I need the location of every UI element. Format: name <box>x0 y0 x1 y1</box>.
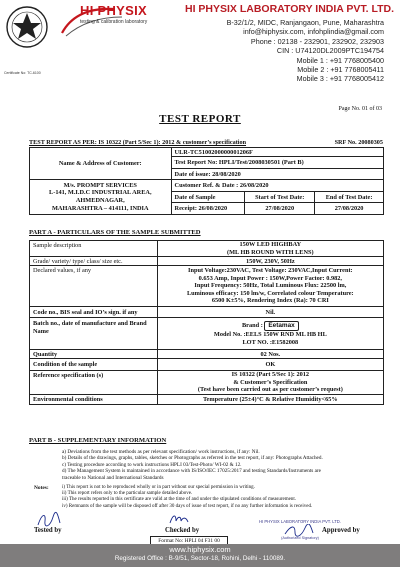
batch-cell <box>157 318 383 350</box>
letterhead <box>0 0 400 90</box>
customer-address-line: MAHARASHTRA – 414111, INDIA <box>51 204 149 212</box>
sample-description-cell <box>157 241 383 257</box>
ratings-label: Declared values, if any <box>33 267 92 274</box>
report-number-cell <box>171 157 383 169</box>
mobile-line: Mobile 1 : +91 7768005400 <box>296 55 384 65</box>
ratings-line: Luminous efficacy: 150 lm/w, Correlated colour Temperature: <box>186 289 354 297</box>
list-item: ii) This report refers only to the particular sample detailed above. <box>62 491 193 497</box>
tested-by-label: Tested by <box>34 527 62 534</box>
ulr-cell <box>171 148 383 157</box>
end-date-label-cell <box>315 192 384 203</box>
ulr-number: ULR-TC5100200000001206F <box>174 148 253 156</box>
test-report-standard <box>29 139 246 146</box>
date-of-sample-label: Date of Sample <box>174 193 216 201</box>
stamp-company: HI PHYSIX LABORATORY INDIA PVT. LTD. <box>259 519 341 524</box>
grade-label-cell <box>30 257 158 266</box>
lot-number: LOT NO. :E1582008 <box>242 338 299 346</box>
condition-label-cell <box>30 359 158 371</box>
ratings-label-cell <box>30 266 158 307</box>
list-item: d) The Management System is maintained in accordance with IS/ISO/IEC 17025:2017 and testing Standards/Instruments are <box>62 468 321 475</box>
issue-date-cell <box>171 169 383 180</box>
srf-number: SRF No. 20080305 <box>334 139 383 146</box>
address-line: B-32/1/2, MIDC, Ranjangaon, Pune, Maharashtra <box>226 18 384 27</box>
grade-cell <box>157 257 383 266</box>
brand-label: Brand : <box>241 321 265 329</box>
notes-label: Notes: <box>34 485 49 491</box>
website-link[interactable]: www.hiphysix.com <box>169 545 231 554</box>
list-item: iii) The results reported in this certificate are valid at the time of and under the stipulated conditions of measurement. <box>62 497 296 503</box>
reference-line: & Customer’s Specification <box>233 378 308 386</box>
batch-label-line: Name <box>33 328 49 335</box>
grade-value: 150W, 230V, 50Hz <box>246 257 295 265</box>
checker-signature-icon <box>168 511 190 527</box>
page-number: Page No. 01 of 03 <box>338 106 382 112</box>
stamp-role: (Authorized Signatory) <box>281 536 319 540</box>
ratings-line: 6500 K±5%, Rendering Index (Ra): 70 CRI <box>211 297 329 305</box>
sample-description-line: (ML HB ROUND WITH LENS) <box>227 248 314 256</box>
supplementary-info-list <box>62 449 323 481</box>
environment-label-cell <box>30 395 158 405</box>
code-value: Nil. <box>265 308 276 316</box>
mobile-line: Mobile 3 : +91 7768005412 <box>296 74 384 84</box>
cin-line: CIN : U74120DL2009PTC194754 <box>276 46 384 56</box>
reference-line: (Test have been carried out as per customer’s request) <box>197 386 343 394</box>
sample-particulars-table <box>29 240 384 405</box>
notes-list <box>62 485 312 510</box>
grade-label: Grade/ variety/ type/ class/ size etc. <box>33 257 123 265</box>
receipt-date-cell <box>171 203 245 215</box>
list-item: b) Details of the drawings, graphs, tables, sketches or Photographs as referred in the test report, if any: Photographs Attached. <box>62 455 323 462</box>
brand-line <box>161 321 380 331</box>
environment-value: Temperature (25±4)°C & Relative Humidity<65% <box>202 396 338 403</box>
customer-label-cell <box>30 148 172 180</box>
customer-label: Name & Address of Customer: <box>58 160 142 167</box>
mobile-line: Mobile 2 : +91 7768005411 <box>297 65 384 75</box>
end-date: 27/08/2020 <box>334 205 364 212</box>
sample-description-label-cell <box>30 241 158 257</box>
brand-tagline: testing & calibration laboratory <box>80 19 148 25</box>
reference-line: IS 10322 (Part 5/Sec 1): 2012 <box>231 371 310 379</box>
quantity-value: 02 Nos. <box>260 350 281 358</box>
end-date-cell <box>315 203 384 215</box>
brand-logo: Eetamax <box>264 321 298 331</box>
batch-label-cell <box>30 318 158 350</box>
code-label-cell <box>30 307 158 318</box>
customer-name: M/s. PROMPT SERVICES <box>63 181 137 189</box>
part-b-heading: PART B - SUPPLEMENTARY INFORMATION <box>29 437 167 444</box>
condition-value: OK <box>265 361 276 368</box>
ratings-line: 0.653 Amp, Input Power : 150W,Power Factor: 0.982, <box>198 274 342 282</box>
environment-label: Environmental conditions <box>33 396 103 403</box>
ratings-cell <box>157 266 383 307</box>
start-date-label-cell <box>245 192 315 203</box>
receipt-date: Receipt: 26/08/2020 <box>174 205 228 212</box>
sample-description-line: 150W LED HIGHBAY <box>239 241 302 249</box>
format-number: Format No: HPLI 04 F31 00 <box>150 536 228 545</box>
sample-date-label-cell <box>171 192 245 203</box>
certificate-number: Certificate No: TC-6100 <box>4 71 41 75</box>
end-date-label: End of Test Date: <box>325 193 373 201</box>
list-item: i) This report is not to be reproduced wholly or in part without our special permission in writing. <box>62 485 255 490</box>
quantity-label: Quantity <box>33 350 58 358</box>
list-item: iv) Remnants of the sample will be disposed off after 30 days of issue of test report, if no any further information is received. <box>62 503 313 509</box>
report-title: TEST REPORT <box>159 113 241 125</box>
registered-office: Registered Office : B-9/51, Sector-18, Rohini, Delhi - 110089. <box>114 555 286 562</box>
start-date: 27/08/2020 <box>265 205 295 212</box>
ilac-star-logo-icon <box>6 6 48 48</box>
code-cell <box>157 307 383 318</box>
batch-label-line: Batch no., date of manufacture and Brand <box>33 320 147 327</box>
quantity-label-cell <box>30 350 158 359</box>
reference-label-cell <box>30 371 158 395</box>
reference-label: Reference specification (s) <box>33 372 104 379</box>
phone-line: Phone : 02138 - 232901, 232902, 232903 <box>250 36 384 46</box>
customer-table <box>29 147 384 215</box>
code-label: Code no., BIS seal and IO’s sign. if any <box>33 308 138 316</box>
start-date-cell <box>245 203 315 215</box>
quantity-cell <box>157 350 383 359</box>
report-as-per-value: IS 10322 (Part 5/Sec 1): 2012 & customer’s specification <box>96 139 247 146</box>
model-number: Model No. :EELS 150W RND ML HB HL <box>213 330 327 338</box>
list-item: a) Deviations from the test methods as per relevant specification/ work instructions, if any: Nil. <box>62 449 260 455</box>
report-as-per-label: TEST REPORT AS PER: <box>29 139 97 146</box>
sample-description-label: Sample description <box>33 242 82 249</box>
customer-address-line: AHMEDNAGAR, <box>75 197 125 204</box>
list-item: traceable to National and International Standards <box>62 474 164 481</box>
customer-address-line: L-141, M.I.D.C INDUSTRIAL AREA, <box>49 189 152 197</box>
customer-ref-cell <box>171 180 383 192</box>
checked-by-label: Checked by <box>165 527 200 534</box>
issue-date: Date of issue: 28/08/2020 <box>174 170 241 178</box>
start-date-label: Start of Test Date: <box>255 193 305 201</box>
company-address <box>227 18 384 84</box>
brand-name: HI PHYSIX <box>80 3 147 18</box>
customer-address-cell <box>30 180 172 215</box>
condition-label: Condition of the sample <box>33 361 98 368</box>
footer-bar <box>0 544 400 567</box>
reference-cell <box>157 371 383 395</box>
part-a-heading: PART A - PARTICULARS OF THE SAMPLE SUBMITTED <box>29 229 201 236</box>
report-number: Test Report No: HPLI/Test/2008030501 (Part B) <box>174 159 304 166</box>
customer-ref-date: Customer Ref. & Date : 26/08/2020 <box>174 182 269 189</box>
ratings-line: Input Frequency: 50Hz, Total Luminous Flux: 22500 lm, <box>194 282 347 290</box>
approved-by-label: Approved by <box>322 527 360 534</box>
ratings-line: Input Voltage:230VAC, Test Voltage: 230VAC,Input Current: <box>188 267 353 275</box>
company-name: HI PHYSIX LABORATORY INDIA PVT. LTD. <box>185 3 395 15</box>
condition-cell <box>157 359 383 371</box>
email-line: info@hiphysix.com, infohplindia@gmail.com <box>243 27 384 37</box>
list-item: c) Testing procedure according to work instructions HPLI 03/Test-Photo/ WI-02 & 12. <box>62 461 242 468</box>
environment-cell <box>157 395 383 405</box>
